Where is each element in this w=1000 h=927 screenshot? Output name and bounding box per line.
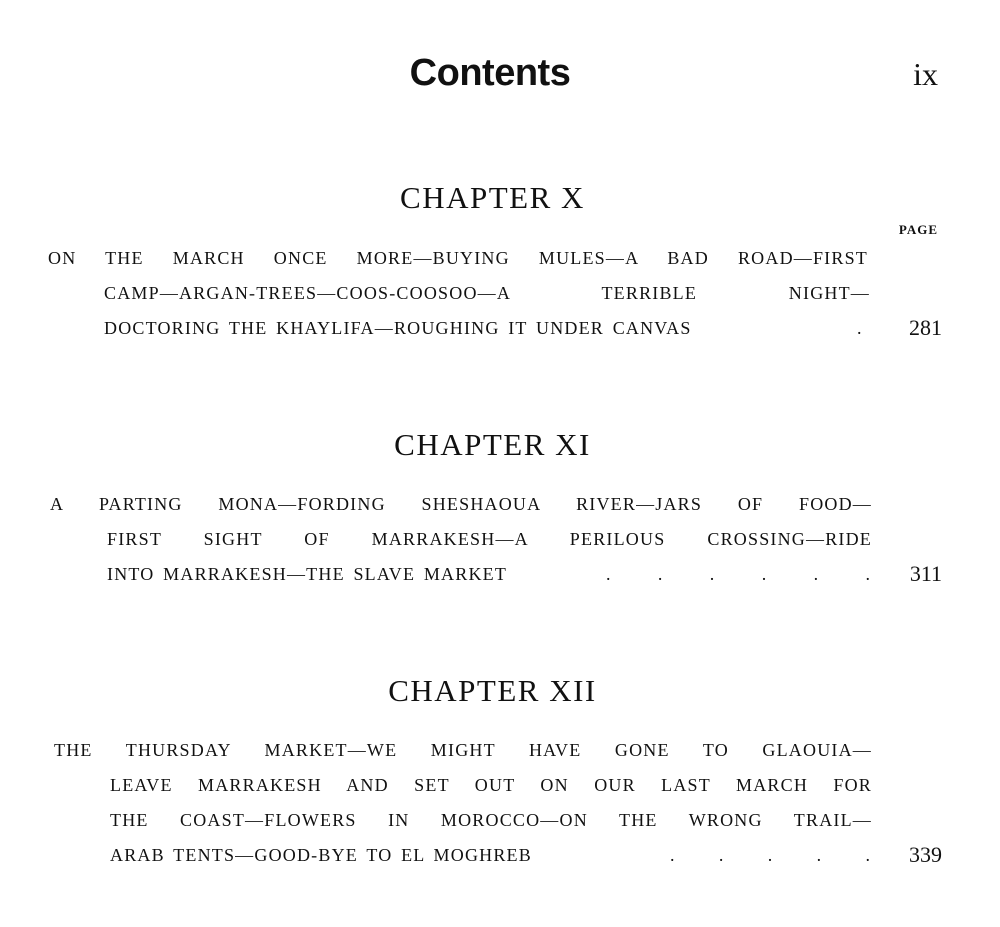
running-head (0, 52, 1000, 102)
chapter-heading: CHAPTER XII (388, 673, 597, 708)
summary-line: ARAB TENTS—GOOD-BYE TO EL MOGHREB (110, 845, 532, 865)
summary-line: THE COAST—FLOWERS IN MOROCCO—ON THE WRONG TRAIL— (110, 810, 872, 830)
page-number: 339 (909, 842, 942, 867)
chapter-xii-heading-block (0, 673, 1000, 709)
chapter-heading: CHAPTER X (400, 180, 585, 215)
summary-line: THE THURSDAY MARKET—WE MIGHT HAVE GONE TO GLAOUIA— (54, 740, 872, 760)
page-number: 281 (909, 315, 942, 340)
page-number: 311 (909, 561, 942, 586)
summary-line: FIRST SIGHT OF MARRAKESH—A PERILOUS CROSSING—RIDE (107, 529, 872, 549)
dot-leader: . . . . . (670, 845, 870, 865)
summary-line: ON THE MARCH ONCE MORE—BUYING MULES—A BAD ROAD—FIRST (48, 248, 868, 268)
summary-line: INTO MARRAKESH—THE SLAVE MARKET (107, 564, 508, 584)
summary-line: DOCTORING THE KHAYLIFA—ROUGHING IT UNDER CANVAS (104, 318, 692, 338)
chapter-x-heading-block (0, 180, 1000, 216)
dot-leader: . (857, 318, 862, 338)
chapter-xi-heading-block (0, 427, 1000, 463)
chapter-heading: CHAPTER XI (394, 427, 591, 462)
page-title: Contents (409, 52, 571, 94)
summary-line: A PARTING MONA—FORDING SHESHAOUA RIVER—JARS OF FOOD— (50, 494, 872, 514)
dot-leader: . . . . . . (606, 564, 870, 584)
folio-number: ix (913, 56, 938, 92)
summary-line: LEAVE MARRAKESH AND SET OUT ON OUR LAST MARCH FOR (110, 775, 872, 795)
page-column-label: PAGE (898, 222, 938, 237)
summary-line: CAMP—ARGAN-TREES—COOS-COOSOO—A TERRIBLE NIGHT— (104, 283, 870, 303)
